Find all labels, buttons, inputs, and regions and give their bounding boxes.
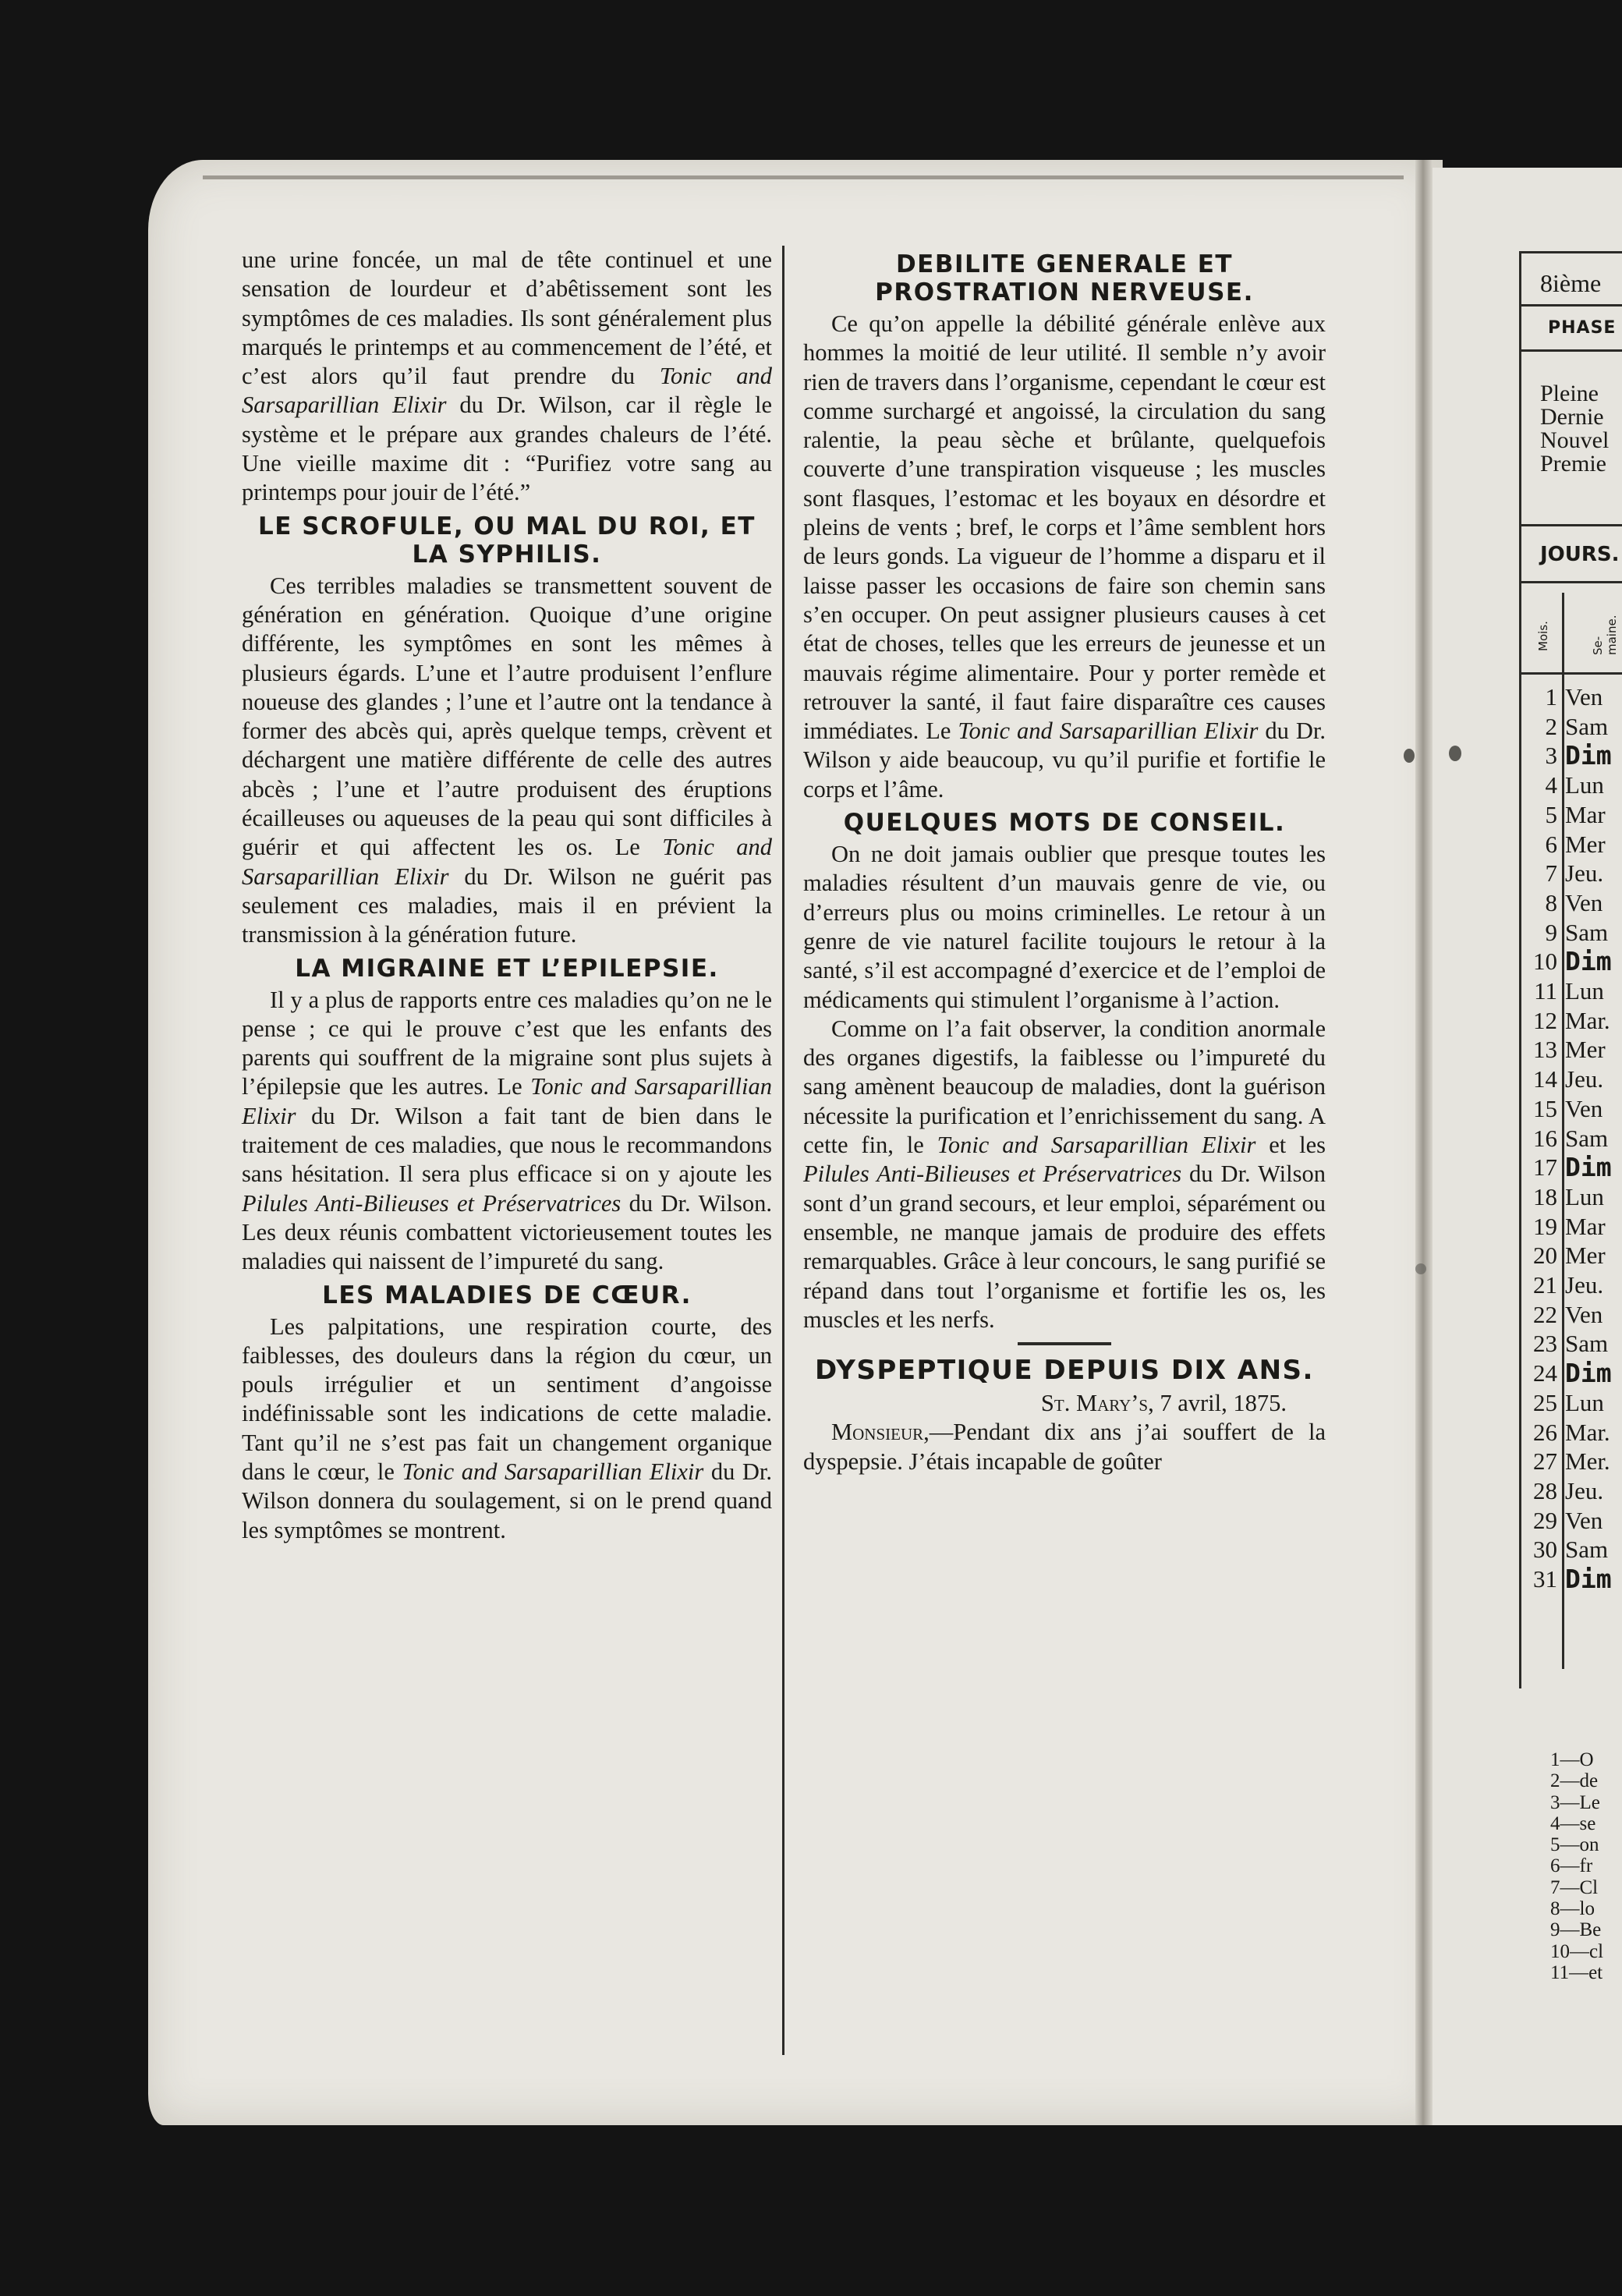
- calendar-day-number: 18: [1533, 1182, 1557, 1210]
- calendar-day-number: 10: [1533, 948, 1557, 976]
- calendar-day-row: [1522, 1065, 1612, 1094]
- section-heading: DEBILITE GENERALE ET PROSTRATION NERVEUSE.: [875, 250, 1254, 306]
- calendar-day-name: Lun: [1565, 977, 1604, 1005]
- calendar-day-row: [1522, 1241, 1612, 1270]
- body-paragraph: Ces terribles maladies se transmettent souvent de génération en génération. Quoique d’une origine différente, les symptômes en sont les mêmes à plusieurs égards. L’une et l’autre produisent l’enflure noueuse des glandes ; l’une et l’autre ont la tendance à former des abcès qui, après quelque temps, crèvent et déchargent une matière différente de celle des autres abcès ; l’une et l’autre produisent des éruptions écailleuses ou aqueuses de la peau qui sont difficiles à guérir et qui affectent les os. Le Tonic and Sarsaparillian Elixir du Dr. Wilson ne guérit pas seulement ces maladies, mais il en prévient la transmission à la génération future.: [242, 572, 773, 948]
- calendar-day-name: Ven: [1565, 1506, 1603, 1534]
- calendar-notes: [1550, 1749, 1603, 1983]
- calendar-note: 6—fr: [1550, 1855, 1593, 1877]
- section-heading: QUELQUES MOTS DE CONSEIL.: [843, 809, 1286, 838]
- body-paragraph: Comme on l’a fait observer, la condition anormale des organes digestifs, la faiblesse ou l’impureté du sang amènent beaucoup de maladies, dont la guérison nécessite la purification et l’enrichissement du sang. A cette fin, le Tonic and Sarsaparillian Elixir et les Pilules Anti-Bilieuses et Préservatrices du Dr. Wilson sont d’un grand secours, et leur emploi, séparément ou ensemble, ne manque jamais de produire des effets remarquables. Grâce à leur concours, le sang purifié se répand dans tout l’organisme et fortifie les os, les muscles et les nerfs.: [803, 1015, 1326, 1333]
- calendar-phase-header: PHASE: [1548, 318, 1617, 338]
- calendar-day-name: Sam: [1565, 1330, 1609, 1358]
- calendar-day-name: Mer: [1565, 1036, 1606, 1064]
- calendar-day-number: 8: [1545, 888, 1557, 916]
- page-fold: [1415, 160, 1433, 2125]
- calendar-day-number: 30: [1533, 1536, 1557, 1564]
- calendar-day-name: Mer: [1565, 1242, 1606, 1270]
- calendar-day-row: [1522, 1035, 1612, 1065]
- calendar-title: 8ième: [1540, 269, 1602, 297]
- calendar-day-row: [1522, 1535, 1612, 1564]
- calendar-day-number: 7: [1545, 859, 1557, 888]
- calendar-day-number: 3: [1545, 742, 1557, 770]
- calendar-day-name: Dim: [1565, 1358, 1612, 1389]
- calendar-day-number: 14: [1533, 1065, 1557, 1093]
- body-paragraph: Il y a plus de rapports entre ces maladies qu’on ne le pense ; ce qui le prouve c’est que les enfants des parents qui souffrent de la migraine sont plus sujets à l’épilepsie que les autres. Le Tonic and Sarsaparillian Elixir du Dr. Wilson a fait tant de bien dans le traitement de ces maladies, que nous le recommandons sans hésitation. Il sera plus efficace si on y ajoute les Pilules Anti-Bilieuses et Préservatrices du Dr. Wilson. Les deux réunis combattent victorieusement toutes les maladies qui naissent de l’impureté du sang.: [242, 986, 772, 1275]
- calendar-phase-item: Dernie: [1540, 404, 1604, 430]
- calendar-day-number: 31: [1533, 1565, 1557, 1593]
- column-divider: [782, 246, 784, 2055]
- calendar-day-name: Mer.: [1565, 1447, 1610, 1476]
- calendar-day-name: Mar.: [1565, 1006, 1610, 1034]
- body-paragraph: On ne doit jamais oublier que presque toutes les maladies résultent d’un mauvais genre de vie, ou d’erreurs plus ou moins criminelles. Le retour à un genre de vie naturel facilite toujours le retour à la santé, s’il est accompagné d’exercice et de l’emploi de médicaments qui stimulent l’organisme à l’action.: [803, 841, 1326, 1013]
- calendar-rule: [1521, 581, 1622, 583]
- calendar-day-number: 5: [1545, 800, 1557, 828]
- section-heading: LA MIGRAINE ET L’EPILEPSIE.: [295, 954, 719, 983]
- section-heading: LES MALADIES DE CŒUR.: [322, 1281, 692, 1309]
- calendar-day-name: Dim: [1565, 1564, 1612, 1595]
- calendar-day-number: 1: [1545, 683, 1557, 710]
- calendar-day-number: 2: [1545, 712, 1557, 740]
- calendar-day-name: Sam: [1565, 1124, 1609, 1152]
- calendar-day-row: [1522, 1212, 1612, 1242]
- calendar-note: 2—de: [1550, 1770, 1599, 1792]
- calendar-day-row: [1522, 800, 1612, 830]
- calendar-day-name: Lun: [1565, 1182, 1604, 1210]
- calendar-day-number: 13: [1533, 1036, 1557, 1064]
- calendar-day-name: Mar: [1565, 800, 1606, 828]
- calendar-day-row: [1522, 1006, 1612, 1036]
- calendar-day-row: [1522, 1182, 1612, 1212]
- calendar-day-number: 11: [1534, 977, 1557, 1005]
- calendar-sub-mois: Mois.: [1536, 621, 1550, 651]
- page-top-rule: [203, 175, 1404, 179]
- body-paragraph: une urine foncée, un mal de tête continuel et une sensation de lourdeur et d’abêtissement sont les symptômes de ces maladies. Ils sont généralement plus marqués le printemps et au commencement de l’été, et c’est alors qu’il faut prendre du Tonic and Sarsaparillian Elixir du Dr. Wilson, car il règle le système et le prépare aux grandes chaleurs de l’été. Une vieille maxime dit : “Purifiez votre sang au printemps pour jouir de l’été.”: [242, 246, 772, 506]
- paper-speck: [1415, 1263, 1426, 1274]
- calendar-note: 9—Be: [1550, 1919, 1602, 1941]
- calendar-day-number: 24: [1533, 1359, 1557, 1387]
- calendar-day-row: [1522, 771, 1612, 800]
- calendar-day-number: 6: [1545, 830, 1557, 858]
- calendar-day-number: 21: [1533, 1271, 1557, 1299]
- calendar-day-name: Sam: [1565, 918, 1609, 946]
- letter-dateline: St. Mary’s, 7 avril, 1875.: [1040, 1390, 1287, 1417]
- calendar-day-row: [1522, 1388, 1612, 1418]
- body-paragraph: Les palpitations, une respiration courte, des faiblesses, des douleurs dans la région du cœur, un pouls irrégulier et un sentiment d’angoisse indéfinissable sont les indications de cette maladie. Tant qu’il ne s’est pas fait un changement organique dans le cœur, le Tonic and Sarsaparillian Elixir du Dr. Wilson donnera du soulagement, si on le prend quand les symptômes se montrent.: [242, 1313, 772, 1543]
- calendar-note: 1—O: [1550, 1749, 1594, 1770]
- calendar-day-name: Ven: [1565, 683, 1603, 710]
- calendar-day-row: [1522, 1359, 1612, 1388]
- calendar-day-row: [1522, 1418, 1612, 1447]
- calendar-day-name: Sam: [1565, 712, 1609, 740]
- calendar-day-number: 26: [1533, 1418, 1557, 1446]
- calendar-phases: [1540, 382, 1609, 476]
- calendar-rule: [1521, 672, 1622, 675]
- calendar-day-number: 19: [1533, 1212, 1557, 1240]
- calendar-day-name: Jeu.: [1565, 859, 1604, 888]
- calendar-day-name: Lun: [1565, 1388, 1604, 1416]
- calendar-rule: [1521, 304, 1622, 306]
- calendar-day-row: [1522, 741, 1612, 771]
- section-separator: [1018, 1342, 1111, 1345]
- calendar-rule: [1521, 524, 1622, 526]
- calendar-day-row: [1522, 1124, 1612, 1153]
- body-paragraph: Monsieur,—Pendant dix ans j’ai souffert de la dyspepsie. J’étais incapable de goûter: [803, 1419, 1326, 1475]
- calendar-day-number: 4: [1545, 771, 1557, 799]
- calendar-day-row: [1522, 1153, 1612, 1182]
- calendar-day-name: Dim: [1565, 1152, 1612, 1183]
- calendar-day-row: [1522, 859, 1612, 888]
- calendar-note: 4—se: [1550, 1812, 1596, 1834]
- calendar-day-name: Mar: [1565, 1212, 1606, 1240]
- calendar-day-row: [1522, 888, 1612, 918]
- calendar-note: 3—Le: [1550, 1791, 1600, 1813]
- left-column: [242, 246, 772, 1545]
- calendar-day-name: Mar.: [1565, 1418, 1610, 1446]
- calendar-note: 8—lo: [1550, 1898, 1595, 1920]
- calendar-day-number: 20: [1533, 1242, 1557, 1270]
- calendar-day-number: 29: [1533, 1506, 1557, 1534]
- calendar-day-row: [1522, 947, 1612, 976]
- calendar-phase-item: Premie: [1540, 451, 1606, 477]
- calendar-day-row: [1522, 976, 1612, 1006]
- middle-column: [803, 246, 1326, 1476]
- calendar-jours-label: JOURS.: [1540, 543, 1620, 566]
- paper-speck: [1404, 749, 1415, 763]
- calendar-day-number: 22: [1533, 1300, 1557, 1328]
- calendar-phase-item: Pleine: [1540, 381, 1599, 406]
- calendar-day-number: 17: [1533, 1153, 1557, 1182]
- calendar-day-name: Jeu.: [1565, 1271, 1604, 1299]
- calendar-day-name: Ven: [1565, 1300, 1603, 1328]
- calendar-note: 7—Cl: [1550, 1876, 1599, 1898]
- calendar-day-name: Dim: [1565, 946, 1612, 977]
- calendar-rule: [1521, 349, 1622, 352]
- calendar-note: 5—on: [1550, 1834, 1599, 1856]
- body-paragraph: Ce qu’on appelle la débilité générale enlève aux hommes la moitié de leur utilité. Il semble n’y avoir rien de travers dans l’organisme, cependant le cœur est comme surchargé et angoissé, la circulation du sang ralentie, la peau sèche et brûlante, quelquefois couverte d’une transpiration visqueuse ; les muscles sont flasques, l’estomac et les boyaux en désordre et pleins de vents ; bref, le corps et l’âme semblent hors de leurs gonds. La vigueur de l’homme a disparu et il laisse passer les occasions de faire son chemin sans s’en occuper. On peut assigner plusieurs causes à cet état de choses, telles que les erreurs de jeunesse et un mauvais régime alimentaire. Pour y porter remède et retrouver la santé, il faut faire disparaître ces causes immédiates. Le Tonic and Sarsaparillian Elixir du Dr. Wilson y aide beaucoup, vu qu’il purifie et fortifie le corps et l’âme.: [803, 310, 1326, 803]
- calendar-day-number: 28: [1533, 1476, 1557, 1504]
- calendar-day-name: Ven: [1565, 1094, 1603, 1122]
- calendar-day-row: [1522, 1094, 1612, 1124]
- calendar-phase-item: Nouvel: [1540, 427, 1610, 453]
- calendar-day-name: Jeu.: [1565, 1065, 1604, 1093]
- calendar-day-name: Jeu.: [1565, 1476, 1604, 1504]
- calendar-sub-semaine: Se-maine.: [1591, 615, 1619, 655]
- calendar-day-number: 16: [1533, 1124, 1557, 1152]
- calendar-day-row: [1522, 1329, 1612, 1359]
- calendar-day-number: 25: [1533, 1388, 1557, 1416]
- calendar-day-number: 27: [1533, 1447, 1557, 1476]
- calendar-day-row: [1522, 918, 1612, 948]
- calendar-day-number: 9: [1545, 918, 1557, 946]
- calendar-note: 10—cl: [1550, 1940, 1604, 1962]
- calendar-day-name: Mer: [1565, 830, 1606, 858]
- calendar-day-number: 12: [1533, 1006, 1557, 1034]
- section-heading: DYSPEPTIQUE DEPUIS DIX ANS.: [815, 1355, 1314, 1387]
- calendar-days: [1522, 682, 1612, 1594]
- calendar-day-name: Ven: [1565, 888, 1603, 916]
- calendar-day-row: [1522, 830, 1612, 859]
- calendar-day-row: [1522, 1564, 1612, 1594]
- calendar-day-number: 15: [1533, 1094, 1557, 1122]
- calendar-day-row: [1522, 1270, 1612, 1300]
- paper-speck: [1449, 746, 1461, 761]
- calendar-note: 11—et: [1550, 1961, 1603, 1983]
- calendar-day-name: Sam: [1565, 1536, 1609, 1564]
- calendar-day-row: [1522, 1447, 1612, 1476]
- calendar-day-row: [1522, 1476, 1612, 1506]
- calendar-day-name: Lun: [1565, 771, 1604, 799]
- calendar-day-number: 23: [1533, 1330, 1557, 1358]
- calendar-day-name: Dim: [1565, 740, 1612, 771]
- calendar-day-row: [1522, 682, 1612, 712]
- section-heading: LE SCROFULE, OU MAL DU ROI, ET LA SYPHILIS.: [258, 512, 756, 569]
- calendar-day-row: [1522, 712, 1612, 742]
- calendar-day-row: [1522, 1506, 1612, 1536]
- calendar-day-row: [1522, 1300, 1612, 1330]
